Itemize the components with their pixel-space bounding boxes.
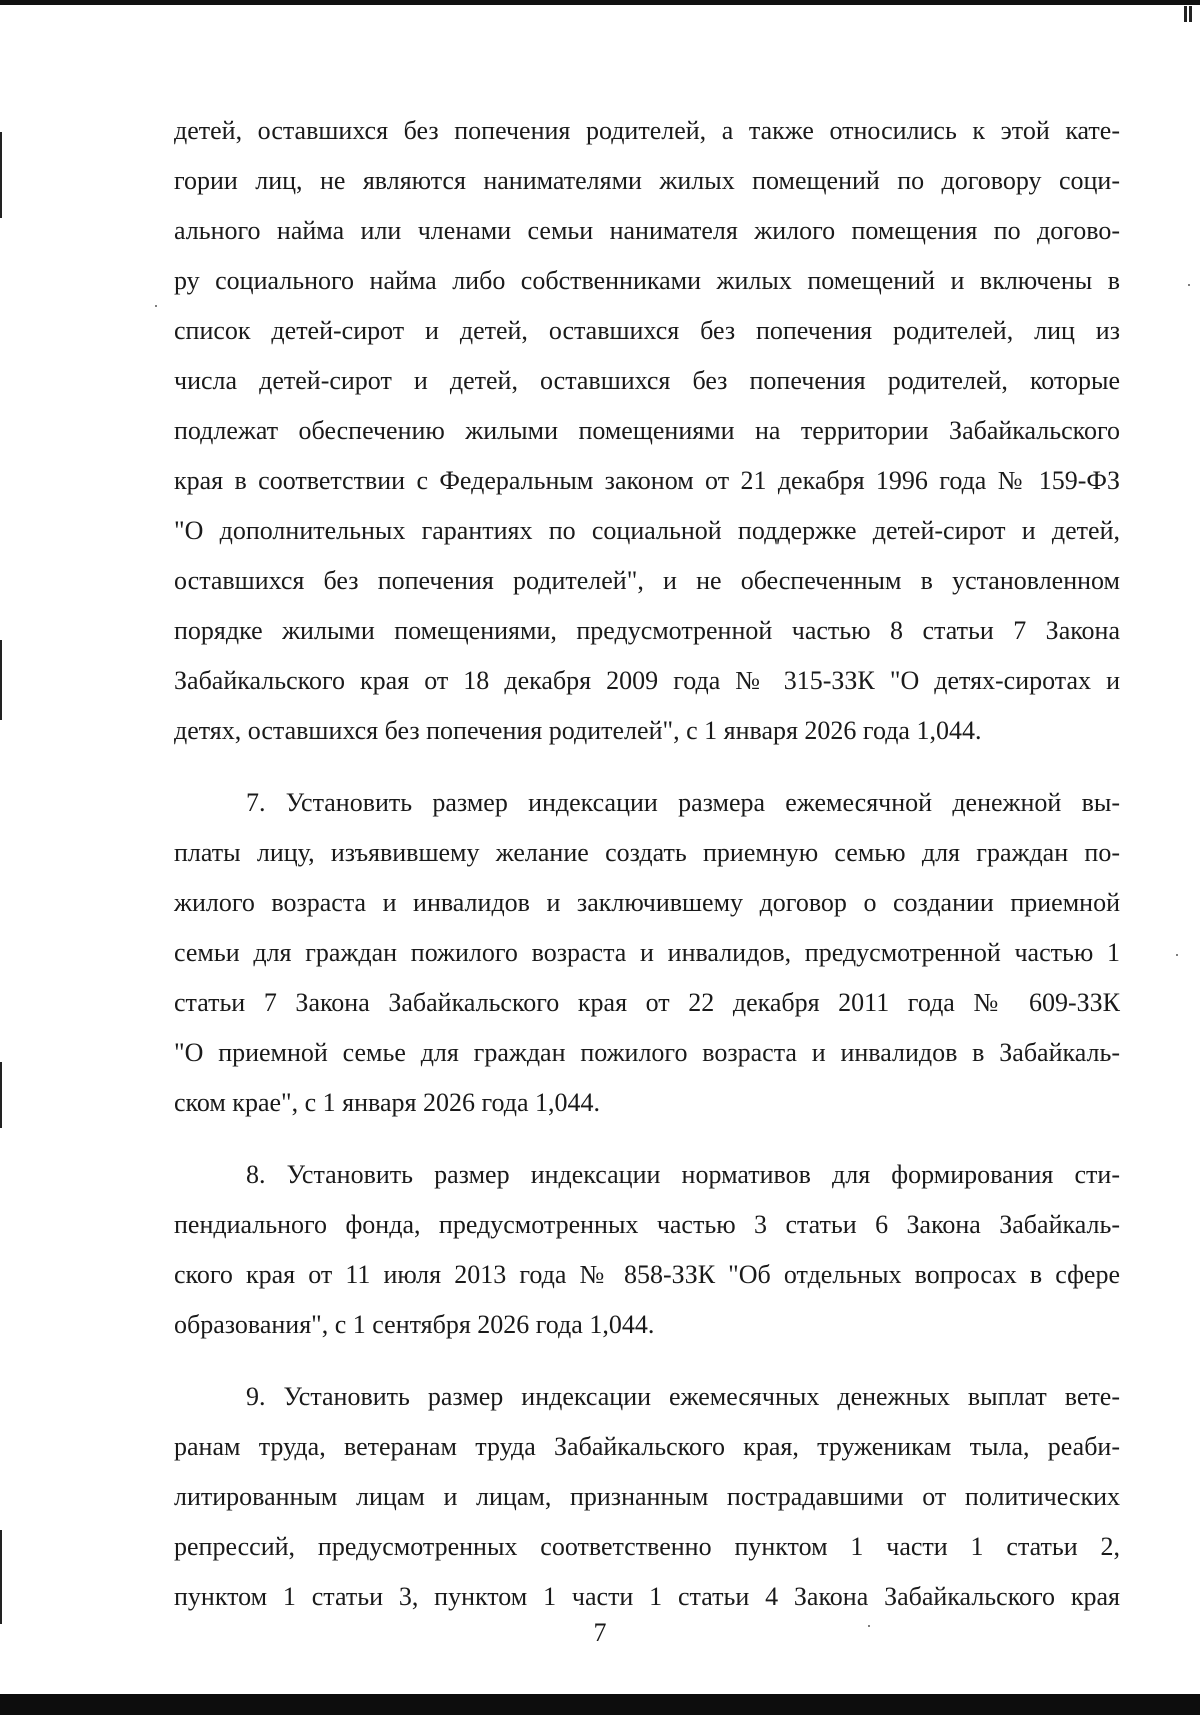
text-line: ском крае", с 1 января 2026 года 1,044. [174, 1088, 601, 1117]
text-line: числа детей-сирот и детей, оставшихся без попечения родителей, которые [174, 366, 1120, 395]
text-line: ского края от 11 июля 2013 года № 858-ЗЗК "Об отдельных вопросах в сфере [174, 1260, 1120, 1289]
text-line: ранам труда, ветеранам труда Забайкальского края, труженикам тыла, реаби- [174, 1432, 1120, 1461]
text-line: ального найма или членами семьи нанимателя жилого помещения по догово- [174, 216, 1120, 245]
text-line: подлежат обеспечению жилыми помещениями на территории Забайкальского [174, 416, 1120, 445]
text-line: детей, оставшихся без попечения родителей, а также относились к этой кате- [174, 116, 1120, 145]
scan-top-edge [0, 0, 1200, 5]
text-line: литированным лицам и лицам, признанным пострадавшими от политических [174, 1482, 1120, 1511]
scan-right-mark [1189, 6, 1192, 22]
paragraph-8 [174, 1150, 1120, 1350]
scan-speck [155, 305, 157, 307]
text-line: 7. Установить размер индексации размера ежемесячной денежной вы- [246, 788, 1120, 817]
text-line: 9. Установить размер индексации ежемесячных денежных выплат вете- [246, 1382, 1120, 1411]
scan-left-mark [0, 1530, 2, 1624]
text-line: "О дополнительных гарантиях по социальной поддержке детей-сирот и детей, [174, 516, 1120, 545]
text-line: гории лиц, не являются нанимателями жилых помещений по договору соци- [174, 166, 1120, 195]
text-line: ру социального найма либо собственниками жилых помещений и включены в [174, 266, 1120, 295]
text-line: пендиального фонда, предусмотренных частью 3 статьи 6 Закона Забайкаль- [174, 1210, 1120, 1239]
text-line: края в соответствии с Федеральным законом от 21 декабря 1996 года № 159-ФЗ [174, 466, 1120, 495]
text-line: список детей-сирот и детей, оставшихся без попечения родителей, лиц из [174, 316, 1120, 345]
text-line: детях, оставшихся без попечения родителей", с 1 января 2026 года 1,044. [174, 716, 982, 745]
text-line: оставшихся без попечения родителей", и не обеспеченным в установленном [174, 566, 1120, 595]
text-line: статьи 7 Закона Забайкальского края от 22 декабря 2011 года № 609-ЗЗК [174, 988, 1120, 1017]
text-line: Забайкальского края от 18 декабря 2009 года № 315-ЗЗК "О детях-сиротах и [174, 666, 1120, 695]
text-line: репрессий, предусмотренных соответственно пунктом 1 части 1 статьи 2, [174, 1532, 1120, 1561]
scan-speck [1176, 954, 1178, 956]
scan-left-mark [0, 640, 2, 720]
document-body [174, 106, 1120, 1622]
text-line: жилого возраста и инвалидов и заключившему договор о создании приемной [174, 888, 1120, 917]
scan-left-mark [0, 1062, 2, 1128]
text-line: семьи для граждан пожилого возраста и инвалидов, предусмотренной частью 1 [174, 938, 1120, 967]
scan-bottom-edge [0, 1694, 1200, 1715]
text-line: "О приемной семье для граждан пожилого возраста и инвалидов в Забайкаль- [174, 1038, 1120, 1067]
paragraph-6-continuation [174, 106, 1120, 756]
scan-left-mark [0, 132, 2, 218]
text-line: 8. Установить размер индексации нормативов для формирования сти- [246, 1160, 1120, 1189]
text-line: платы лицу, изъявившему желание создать приемную семью для граждан по- [174, 838, 1120, 867]
paragraph-7 [174, 778, 1120, 1128]
text-line: порядке жилыми помещениями, предусмотренной частью 8 статьи 7 Закона [174, 616, 1120, 645]
scan-speck [1188, 284, 1190, 286]
text-line: образования", с 1 сентября 2026 года 1,044. [174, 1310, 655, 1339]
page-number: 7 [593, 1618, 607, 1647]
scan-right-mark [1184, 6, 1187, 22]
paragraph-9 [174, 1372, 1120, 1622]
text-line: пунктом 1 статьи 3, пунктом 1 части 1 статьи 4 Закона Забайкальского края [174, 1582, 1120, 1611]
